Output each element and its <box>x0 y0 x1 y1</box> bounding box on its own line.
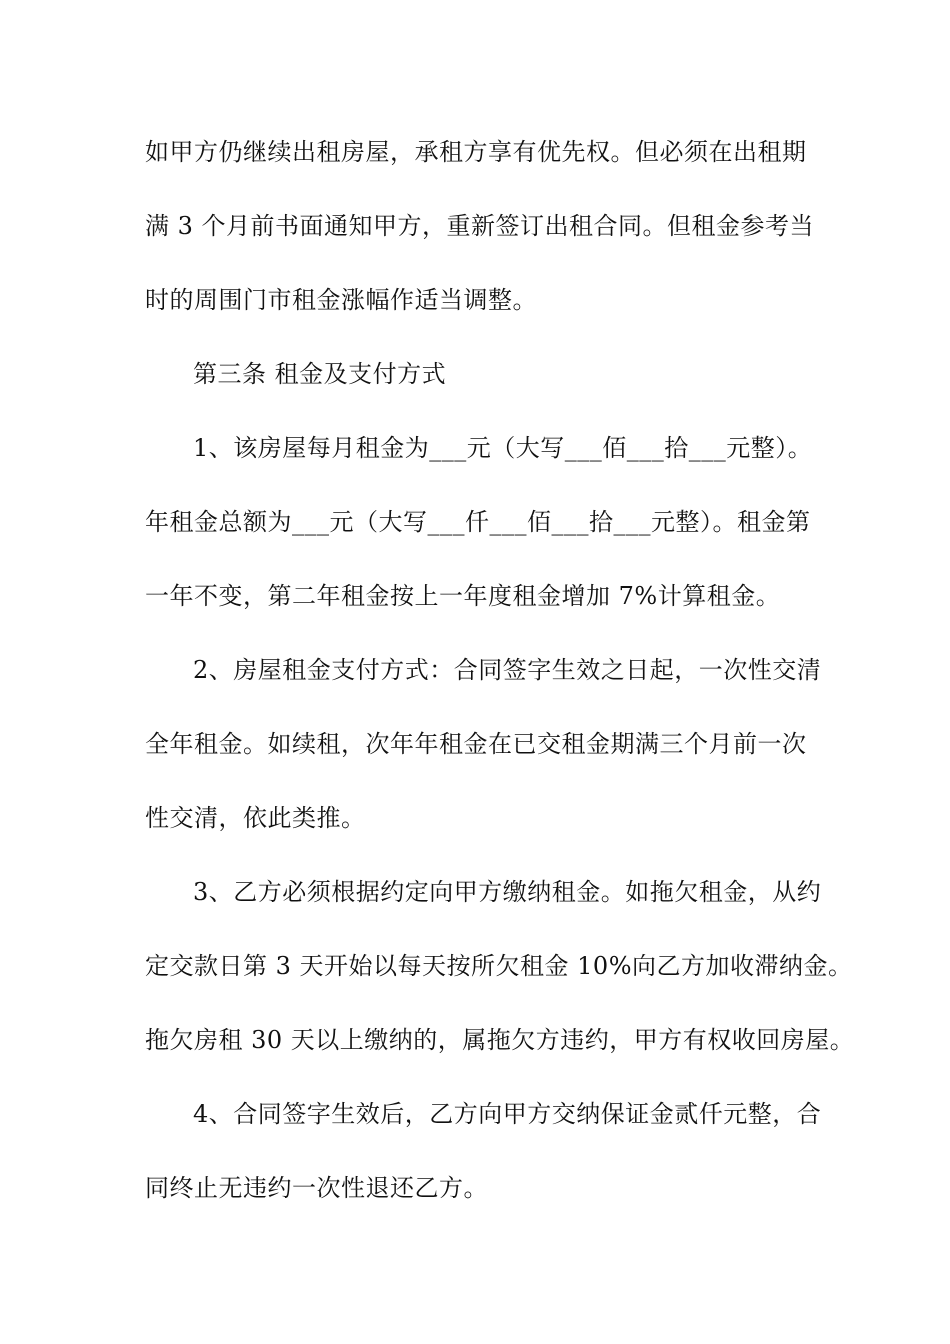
paragraph-line: 2、房屋租金支付方式：合同签字生效之日起，一次性交清 <box>193 656 822 684</box>
paragraph-line: 一年不变，第二年租金按上一年度租金增加 7%计算租金。 <box>145 582 781 610</box>
paragraph-line: 4、合同签字生效后，乙方向甲方交纳保证金贰仟元整，合 <box>193 1100 822 1128</box>
paragraph-line: 时的周围门市租金涨幅作适当调整。 <box>145 286 537 314</box>
paragraph-line: 3、乙方必须根据约定向甲方缴纳租金。如拖欠租金，从约 <box>193 878 822 906</box>
paragraph-line: 全年租金。如续租，次年年租金在已交租金期满三个月前一次 <box>145 730 807 758</box>
paragraph-line: 年租金总额为___元（大写___仟___佰___拾___元整）。租金第 <box>145 508 811 536</box>
paragraph-line: 拖欠房租 30 天以上缴纳的，属拖欠方违约，甲方有权收回房屋。 <box>145 1026 855 1054</box>
section-heading: 第三条 租金及支付方式 <box>193 360 447 388</box>
paragraph-line: 1、该房屋每月租金为___元（大写___佰___拾___元整）。 <box>193 434 813 462</box>
paragraph-line: 定交款日第 3 天开始以每天按所欠租金 10%向乙方加收滞纳金。 <box>145 952 853 980</box>
paragraph-line: 性交清，依此类推。 <box>145 804 366 832</box>
paragraph-line: 满 3 个月前书面通知甲方，重新签订出租合同。但租金参考当 <box>145 212 815 240</box>
paragraph-line: 如甲方仍继续出租房屋，承租方享有优先权。但必须在出租期 <box>145 138 807 166</box>
paragraph-line: 同终止无违约一次性退还乙方。 <box>145 1174 488 1202</box>
